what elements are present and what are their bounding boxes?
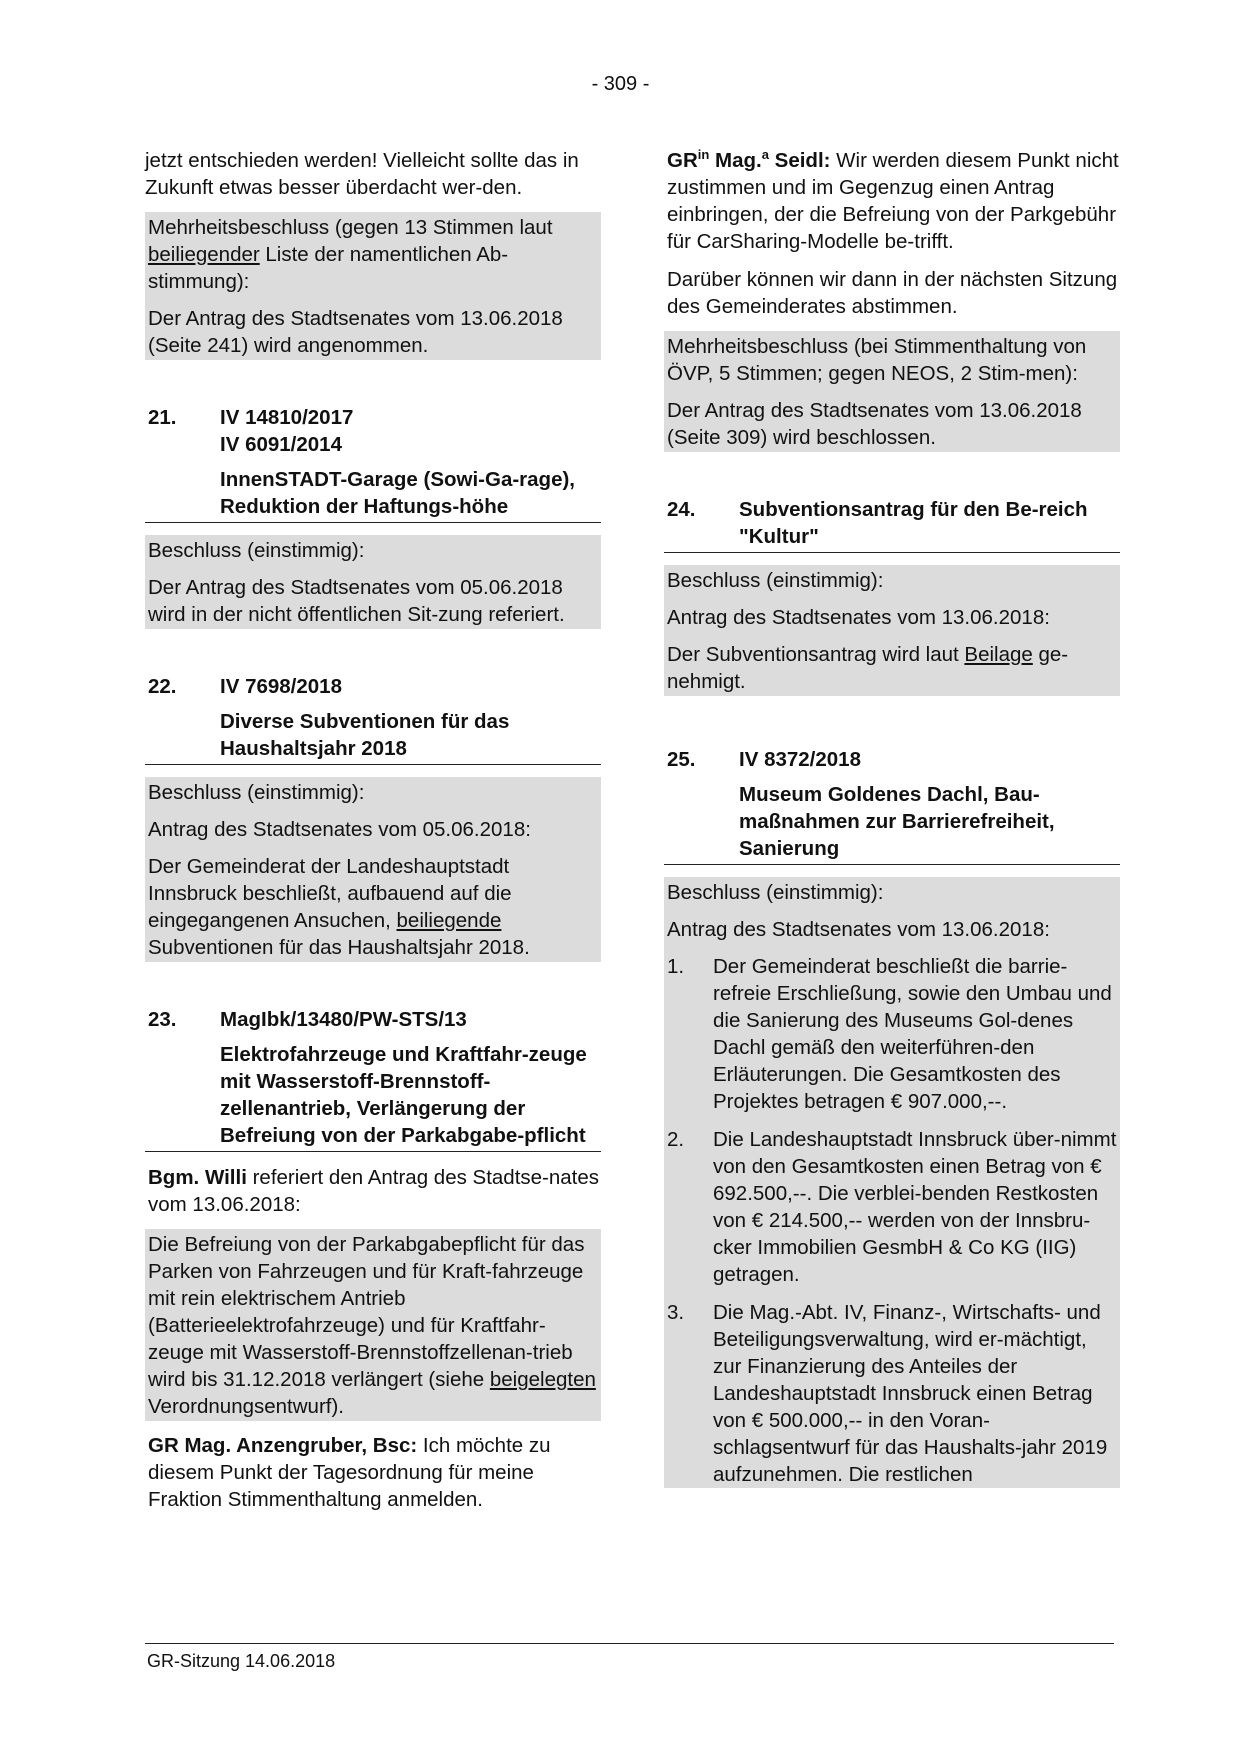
motion-text-a: Die Befreiung von der Parkabgabepflicht für das Parken von Fahrzeugen und für Kraft-fahrzeuge mit rein elektrischem Antrieb (Batterieelektrofahrzeuge) und für Kraftfahr-zeuge mit Wasserstoff-Brennstoffzellenan-trieb wird bis 31.12.2018 verlängert (siehe bbox=[148, 1233, 585, 1391]
item-ref: MagIbk/13480/PW-STS/13 bbox=[220, 1008, 467, 1031]
item-ref: IV 7698/2018 bbox=[220, 675, 342, 698]
speaker-text: Ich möchte zu diesem Punkt der Tagesordnung für meine Fraktion Stimmenthaltung anmelden. bbox=[148, 1434, 551, 1511]
agenda-item-24 bbox=[664, 496, 1120, 696]
speaker-paragraph bbox=[664, 147, 1120, 255]
divider bbox=[145, 1151, 601, 1152]
item-number: 24. bbox=[667, 498, 696, 521]
item-number: 22. bbox=[148, 675, 177, 698]
motion-text-b: Verordnungsentwurf). bbox=[148, 1395, 345, 1418]
beigelegten-link[interactable]: beigelegten bbox=[489, 1368, 596, 1391]
item-header bbox=[145, 404, 601, 458]
vote-text-a: Mehrheitsbeschluss (gegen 13 Stimmen laut bbox=[148, 216, 553, 239]
speaker-name bbox=[667, 149, 830, 172]
beiliegender-link[interactable]: beiliegender bbox=[148, 243, 260, 266]
page-number: - 309 - bbox=[591, 73, 650, 95]
speaker-name: Bgm. Willi bbox=[148, 1166, 247, 1189]
motion: Antrag des Stadtsenates vom 13.06.2018: bbox=[667, 918, 1050, 941]
item-ref: IV 6091/2014 bbox=[220, 433, 342, 456]
speaker-paragraph-2: Darüber können wir dann in der nächsten Sitzung des Gemeinderates abstimmen. bbox=[667, 268, 1118, 318]
decision: Beschluss (einstimmig): bbox=[148, 781, 365, 804]
decision: Beschluss (einstimmig): bbox=[667, 881, 884, 904]
speaker-paragraph bbox=[145, 1432, 601, 1513]
point-number: 2. bbox=[667, 1128, 685, 1151]
vote-result: Der Antrag des Stadtsenates vom 13.06.2018 (Seite 309) wird beschlossen. bbox=[667, 399, 1082, 449]
vote-text-b: Liste der namentlichen Ab-stimmung): bbox=[148, 243, 509, 293]
point-number: 1. bbox=[667, 955, 685, 978]
footer-session-date: GR-Sitzung 14.06.2018 bbox=[147, 1651, 336, 1671]
point-text: Die Mag.-Abt. IV, Finanz-, Wirtschafts- und Beteiligungsverwaltung, wird er-mächtigt, zur Finanzierung des Anteiles der Landeshauptstadt Innsbruck einen Betrag von € 500.000,-- in den Voran-schlagsentwurf für das Haushalts-jahr 2019 aufzunehmen. Die restlichen bbox=[713, 1301, 1108, 1486]
agenda-item-25 bbox=[664, 746, 1120, 1488]
item-number: 23. bbox=[148, 1008, 177, 1031]
item-title: InnenSTADT-Garage (Sowi-Ga-rage), Reduktion der Haftungs-höhe bbox=[220, 468, 575, 518]
text-b: Subventionen für das Haushaltsjahr 2018. bbox=[148, 936, 530, 959]
item-refs bbox=[220, 404, 353, 458]
resolution-box bbox=[664, 565, 1120, 696]
agenda-item-23 bbox=[145, 1006, 601, 1513]
resolution-box-23 bbox=[664, 331, 1120, 452]
item-title: Diverse Subventionen für das Haushaltsjahr 2018 bbox=[220, 710, 510, 760]
speaker-paragraph bbox=[145, 1164, 601, 1218]
item-ref: IV 8372/2018 bbox=[739, 748, 861, 771]
numbered-points bbox=[667, 953, 1117, 1488]
speaker-surname: Seidl: bbox=[768, 149, 831, 172]
item-header bbox=[145, 673, 601, 700]
item-header bbox=[664, 496, 1120, 550]
right-column bbox=[664, 147, 1120, 1499]
item-header bbox=[664, 746, 1120, 773]
point-number: 3. bbox=[667, 1301, 685, 1324]
list-item bbox=[667, 1126, 1117, 1288]
agenda-item-21 bbox=[145, 404, 601, 629]
list-item bbox=[667, 953, 1117, 1115]
item-ref: IV 14810/2017 bbox=[220, 406, 354, 429]
decision: Beschluss (einstimmig): bbox=[148, 539, 365, 562]
item-title: Elektrofahrzeuge und Kraftfahr-zeuge mit Wasserstoff-Brennstoff-zellenantrieb, Verlängerung der Befreiung von der Parkabgabe-pflicht bbox=[220, 1043, 587, 1147]
decision-text bbox=[667, 641, 1117, 696]
motion: Antrag des Stadtsenates vom 05.06.2018: bbox=[148, 818, 531, 841]
resolution-box bbox=[664, 877, 1120, 1488]
beilage-link[interactable]: Beilage bbox=[964, 643, 1033, 666]
item-title: Subventionsantrag für den Be-reich "Kultur" bbox=[739, 498, 1088, 548]
point-text: Der Gemeinderat beschließt die barrie-refreie Erschließung, sowie den Umbau und die Sanierung des Museums Gol-denes Dachl gemäß den weiterführen-den Erläuterungen. Die Gesamtkosten des Projektes betragen € 907.000,--. bbox=[713, 955, 1112, 1113]
divider bbox=[664, 552, 1120, 553]
text-a: Der Gemeinderat der Landeshauptstadt Innsbruck beschließt, aufbauend auf die eingegangenen Ansuchen, bbox=[148, 855, 512, 932]
speaker-sup: a bbox=[761, 147, 769, 163]
left-column bbox=[145, 147, 601, 1524]
text-b: ge-nehmigt. bbox=[667, 643, 1069, 693]
speaker-gr: GR bbox=[667, 149, 698, 172]
divider bbox=[145, 764, 601, 765]
motion-text bbox=[148, 1231, 598, 1421]
motion-box bbox=[145, 1229, 601, 1421]
divider bbox=[145, 522, 601, 523]
vote-text: Mehrheitsbeschluss (bei Stimmenthaltung von ÖVP, 5 Stimmen; gegen NEOS, 2 Stim-men): bbox=[667, 335, 1087, 385]
speaker-text: referiert den Antrag des Stadtse-nates vom 13.06.2018: bbox=[148, 1166, 600, 1216]
resolution-box bbox=[145, 777, 601, 962]
decision-text bbox=[148, 853, 598, 962]
footer-divider bbox=[145, 1643, 1114, 1644]
agenda-item-22 bbox=[145, 673, 601, 962]
text-a: Der Subventionsantrag wird laut bbox=[667, 643, 965, 666]
intro-paragraph: jetzt entschieden werden! Vielleicht sollte das in Zukunft etwas besser überdacht wer-den. bbox=[145, 149, 579, 199]
speaker-mag: Mag. bbox=[709, 149, 762, 172]
divider bbox=[664, 864, 1120, 865]
item-header bbox=[145, 1006, 601, 1033]
beiliegende-link[interactable]: beiliegende bbox=[396, 909, 502, 932]
list-item bbox=[667, 1299, 1117, 1488]
motion: Antrag des Stadtsenates vom 13.06.2018: bbox=[667, 606, 1050, 629]
speaker-name: GR Mag. Anzengruber, Bsc: bbox=[148, 1434, 418, 1457]
item-number: 21. bbox=[148, 406, 177, 429]
resolution-box bbox=[145, 535, 601, 629]
item-number: 25. bbox=[667, 748, 696, 771]
decision-text: Der Antrag des Stadtsenates vom 05.06.2018 wird in der nicht öffentlichen Sit-zung referiert. bbox=[148, 576, 565, 626]
vote-text bbox=[148, 214, 598, 295]
speaker-text: Wir werden diesem Punkt nicht zustimmen und im Gegenzug einen Antrag einbringen, der die Befreiung von der Parkgebühr für CarSharing-Modelle be-trifft. bbox=[667, 149, 1119, 253]
vote-result: Der Antrag des Stadtsenates vom 13.06.2018 (Seite 241) wird angenommen. bbox=[148, 307, 563, 357]
item-title: Museum Goldenes Dachl, Bau-maßnahmen zur Barrierefreiheit, Sanierung bbox=[739, 783, 1055, 860]
resolution-box-20 bbox=[145, 212, 601, 360]
point-text: Die Landeshauptstadt Innsbruck über-nimmt von den Gesamtkosten einen Betrag von € 692.500,--. Die verblei-benden Restkosten von € 214.500,-- werden von der Innsbru-cker Immobilien GesmbH & Co KG (IIG) getragen. bbox=[713, 1128, 1117, 1286]
speaker-sup: in bbox=[697, 147, 710, 163]
decision: Beschluss (einstimmig): bbox=[667, 569, 884, 592]
